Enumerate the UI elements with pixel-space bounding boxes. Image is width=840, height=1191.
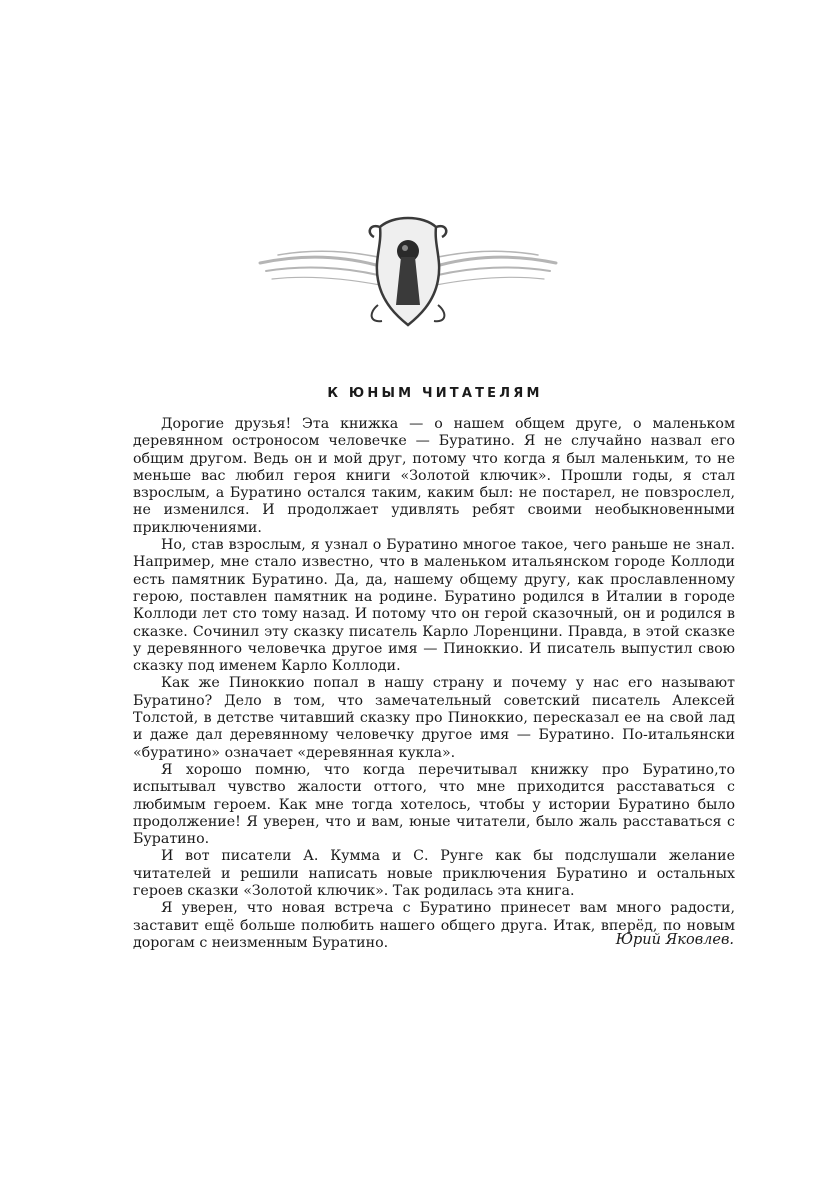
paragraph: И вот писатели А. Кумма и С. Рунге как бы подслушали желание читателей и решили написать новые приключения Буратино и остальных героев сказки «Золотой ключик». Так родилась эта книга. [133,848,735,900]
author-signature: Юрий Яковлев. [615,932,734,948]
paragraph: Как же Пиноккио попал в нашу страну и почему у нас его называют Буратино? Дело в том, что замечательный советский писатель Алексей Толстой, в детстве читавший сказку про Пиноккио, пересказал ее на свой лад и даже дал деревянному человечку другое имя — Буратино. По-итальянски «буратино» означает «деревянная кукла». [133,675,735,761]
paragraph: Но, став взрослым, я узнал о Буратино многое такое, чего раньше не знал. Например, мне стало известно, что в маленьком итальянском городе Коллоди есть памятник Буратино. Да, да, нашему общему другу, как прославленному герою, поставлен памятник на родине. Буратино родился в Италии в городе Коллоди лет сто тому назад. И потому что он герой сказочный, он и родился в сказке. Сочинил эту сказку писатель Карло Лоренцини. Правда, в этой сказке у деревянного человечка другое имя — Пиноккио. И писатель выпустил свою сказку под именем Карло Коллоди. [133,537,735,675]
page-title: К ЮНЫМ ЧИТАТЕЛЯМ [327,386,543,401]
paragraph: Я уверен, что новая встреча с Буратино принесет вам много радости, заставит ещё больше полюбить нашего общего друга. Итак, вперёд, по новым дорогам с неизменным Буратино. [133,900,735,951]
paragraph: Я хорошо помню, что когда перечитывал книжку про Буратино,то испытывал чувство жалости оттого, что мне приходится расставаться с любимым героем. Как мне тогда хотелось, чтобы у истории Буратино было продолжение! Я уверен, что и вам, юные читатели, было жаль расставаться с Буратино. [133,761,735,848]
foreword-text [133,416,735,952]
paragraph: Дорогие друзья! Эта книжка — о нашем общем друге, о маленьком деревянном остроносом человечке — Буратино. Я не случайно назвал его общим другом. Ведь он и мой друг, потому что когда я был маленьким, то не меньше вас любил героя книги «Золотой ключик». Прошли годы, я стал взрослым, а Буратино остался таким, каким был: не постарел, не повзрослел, не изменился. И продолжает удивлять ребят своими необыкновенными приключениями. [133,416,735,536]
keyhole-emblem-icon [258,205,558,335]
